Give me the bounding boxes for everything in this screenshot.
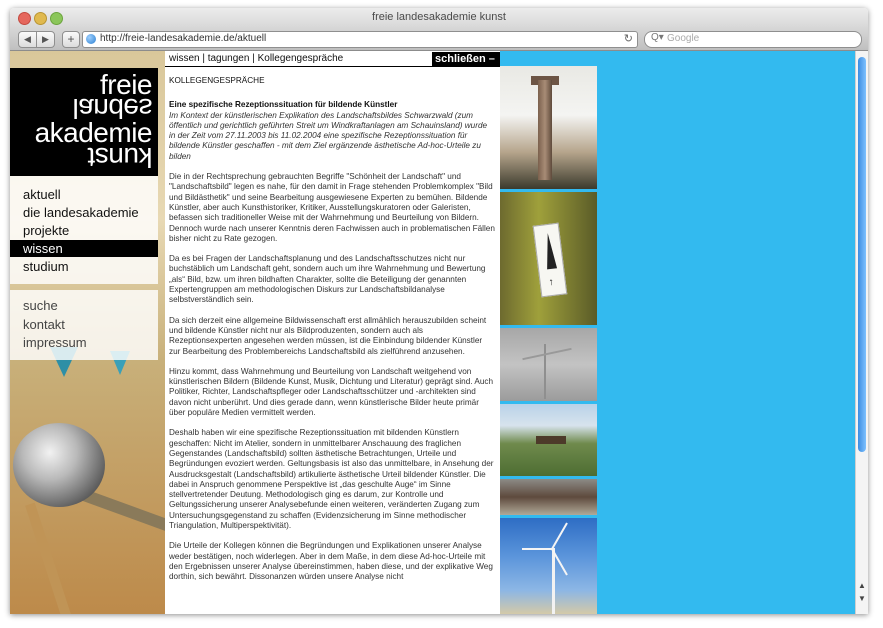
logo-word: landes — [72, 93, 152, 124]
scroll-down-icon[interactable]: ▼ — [858, 594, 866, 603]
photo-tower[interactable] — [500, 66, 597, 189]
browser-window — [10, 8, 868, 614]
turbine-mast — [552, 548, 555, 614]
forward-icon[interactable]: ▶ — [36, 31, 55, 48]
photo-wind-turbine[interactable] — [500, 518, 597, 614]
secondary-nav — [10, 290, 158, 360]
photo-sign[interactable] — [500, 192, 597, 325]
photo-bench[interactable] — [500, 404, 597, 476]
divider — [165, 66, 500, 67]
turbine-blade — [522, 548, 552, 550]
paragraph: Hinzu kommt, dass Wahrnehmung und Beurteilung von Landschaft weitgehend von künstlerischen Bildern (Bildende Kunst, Musik, Dichtung und Literatur) geprägt sind. Auch Politiker, Richter, Landschaftspfleger oder Landschaftsschützer und -architekten sind davon nicht unberührt. Und dies gerade dann, wenn künstlerische Bilder heute primär über populäre Medien vermittelt werden. — [169, 366, 494, 418]
paragraph: Da es bei Fragen der Landschaftsplanung und des Landschaftsschutzes nicht nur buchstäblich um Landschaft geht, sondern auch um ihre Wahrnehmung und Bewertung „als“ Bild, bzw. um ihren bildhaften Charakter, sollte die Beteiligung der genannten Expertengruppen am methodologischen Diskurs zur Landschaftsbildanalyse selbstverständlich sein. — [169, 254, 486, 305]
article-heading: Eine spezifische Rezeptionssituation für bildende Künstler — [169, 100, 398, 110]
address-bar[interactable] — [82, 31, 638, 48]
article-body — [169, 76, 495, 592]
vertical-scrollbar[interactable] — [855, 51, 868, 614]
browser-toolbar — [10, 28, 868, 51]
spoon-image — [13, 423, 105, 507]
back-icon[interactable]: ◀ — [18, 31, 37, 48]
photo-fog-turbine[interactable] — [500, 328, 597, 401]
logo-word: freie — [100, 69, 152, 100]
title-bar — [10, 8, 868, 28]
nav-item-suche[interactable]: suche — [23, 298, 58, 313]
nav-item-projekte[interactable]: projekte — [23, 223, 70, 238]
paragraph: Die in der Rechtsprechung gebrauchten Begriffe "Schönheit der Landschaft" und "Landschaftsbild" legen es nahe, für den damit in Frage stehenden Problemkomplex "Bild und Bildästhetik" und seine Bearbeitung ausgewiesene Experten zu bemühen. Bildende Künstler, aber auch Kunsthistoriker, Kritiker, Ausstellungskuratoren oder Galeristen, befassen sich traditioneller Weise mit der Wahrnehmung und Beurteilung von Bildern. Dennoch wurde nach unserer Kenntnis deren Fachwissen auch in problematischen Fällen bisher nicht zu Rate gezogen. — [169, 172, 495, 243]
globe-icon — [86, 34, 96, 44]
nav-item-wissen[interactable]: wissen — [10, 240, 158, 257]
section-title: KOLLEGENGESPRÄCHE — [169, 76, 265, 85]
photo-column — [500, 66, 597, 614]
search-input[interactable] — [644, 31, 862, 48]
turbine-blade — [551, 523, 568, 550]
pylon-icon — [543, 232, 557, 269]
background-collage — [10, 51, 165, 614]
article-panel — [165, 51, 500, 614]
paragraph: Die Urteile der Kollegen können die Begründungen und Explikationen unserer Analyse weder bestätigen, noch widerlegen. Aber in dem Maße, in dem diese Ad-hoc-Urteile mit den Ergebnissen unserer Analyse übereinstimmen, haben diese, und der explikative Weg dorthin, sich bewährt. Dissonanzen würden unsere Analyse nicht — [169, 541, 493, 582]
nav-item-die-landesakademie[interactable]: die landesakademie — [23, 205, 139, 220]
sign-shape — [533, 223, 568, 298]
nav-item-aktuell[interactable]: aktuell — [23, 187, 61, 202]
tower-shape — [538, 80, 552, 180]
site-logo[interactable] — [10, 68, 158, 176]
photo-landscape[interactable] — [500, 479, 597, 515]
primary-nav — [10, 176, 158, 284]
nav-item-kontakt[interactable]: kontakt — [23, 317, 65, 332]
scroll-thumb[interactable] — [858, 57, 866, 452]
article-intro: Im Kontext der künstlerischen Explikation des Landschaftsbildes Schwarzwald (zum öffentlich und gerichtlich geführten Streit um Windkraftanlagen am Schauinsland) wurde in der Zeit vom 27.11.2003 bis 11.02.2004 eine spezifische Rezeptionssituation für bildende Künstler geschaffen - mit dem Ziel ergänzende ästhetische Ad-hoc-Urteile zu bilden — [169, 110, 488, 161]
turbine-blade — [522, 348, 571, 360]
scroll-up-icon[interactable]: ▲ — [858, 581, 866, 590]
search-icon[interactable]: Q▾ — [651, 32, 664, 43]
logo-word: akademie — [34, 117, 152, 148]
page-viewport — [10, 51, 855, 614]
breadcrumb[interactable]: wissen | tagungen | Kollegengespräche — [169, 53, 344, 64]
add-bookmark-icon[interactable]: + — [62, 31, 80, 48]
paragraph: Da sich derzeit eine allgemeine Bildwissenschaft erst allmählich herauszubilden scheint und bildende Künstler nicht nur als Bildproduzenten, sondern auch als Rezeptionsexperten angesehen werden müssen, ist die Einbindung bildender Künstler zur Bearbeitung des Problembereichs Landschaftsbild als zielführend anzusehen. — [169, 315, 487, 356]
bench-shape — [536, 436, 566, 444]
close-panel-button[interactable]: schließen – — [432, 52, 500, 66]
url-text[interactable]: http://freie-landesakademie.de/aktuell — [100, 33, 267, 44]
paragraph: Deshalb haben wir eine spezifische Rezeptionssituation mit bildenden Künstlern geschaffen: Nicht im Atelier, sondern in unmittelbarer Anschauung des fraglichen Gegenstandes (Landschaftsbild) sollten ästhetische Betrachtungen, Urteile und Begründungen evoziert werden. Geltungsbasis ist also das unmittelbare, in Ansehung der Ausdrucksgestalt (Landschaftsbild) artikulierte ästhetische Urteil bildender Künstler. Die dabei in Anspruch genommene Perspektive ist „das geschulte Auge“ im Sinne stellvertretender Deutung. Methodologisch ging es darum, zur Kontrolle und Geltungssicherung unserer Analysebefunde einen weiteren, veränderten Zugang zum Untersuchungsgegenstand zu schaffen (Evidenzsicherung im Sinne methodischer Triangulation, Multiperspektivität). — [169, 428, 494, 530]
nav-item-impressum[interactable]: impressum — [23, 335, 87, 350]
window-title: freie landesakademie kunst — [372, 11, 506, 23]
reload-icon[interactable]: ↻ — [623, 33, 633, 45]
nav-item-studium[interactable]: studium — [23, 259, 69, 274]
arrow-up-icon: ↑ — [548, 276, 555, 289]
search-placeholder: Google — [667, 33, 700, 44]
logo-word: kunst — [87, 142, 152, 173]
wooden-stick-image — [25, 503, 75, 614]
